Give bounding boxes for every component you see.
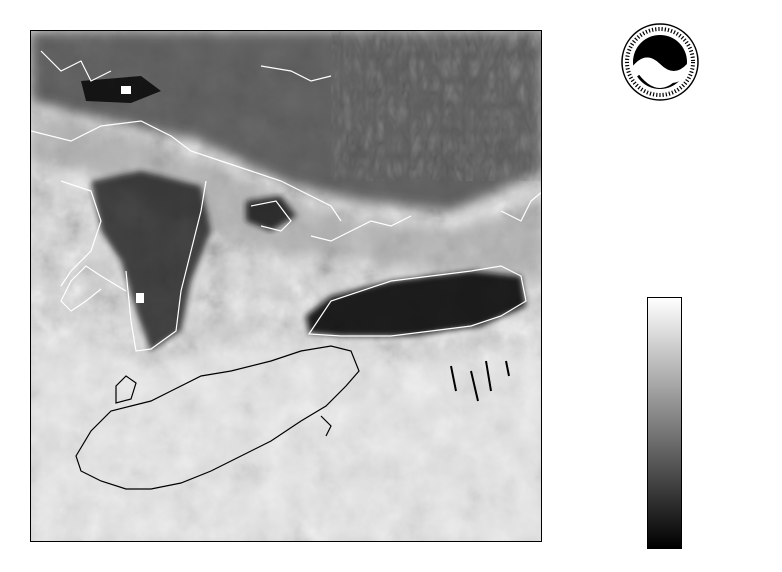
satellite-image xyxy=(30,30,542,542)
bright-cloud-band xyxy=(31,331,542,542)
satellite-image-svg xyxy=(31,31,542,542)
cloud-streets xyxy=(331,31,542,181)
reflectance-colorbar xyxy=(647,297,682,549)
ice-patch xyxy=(121,86,131,94)
ice-patch-huron xyxy=(136,293,144,303)
noaa-logo xyxy=(620,20,700,110)
